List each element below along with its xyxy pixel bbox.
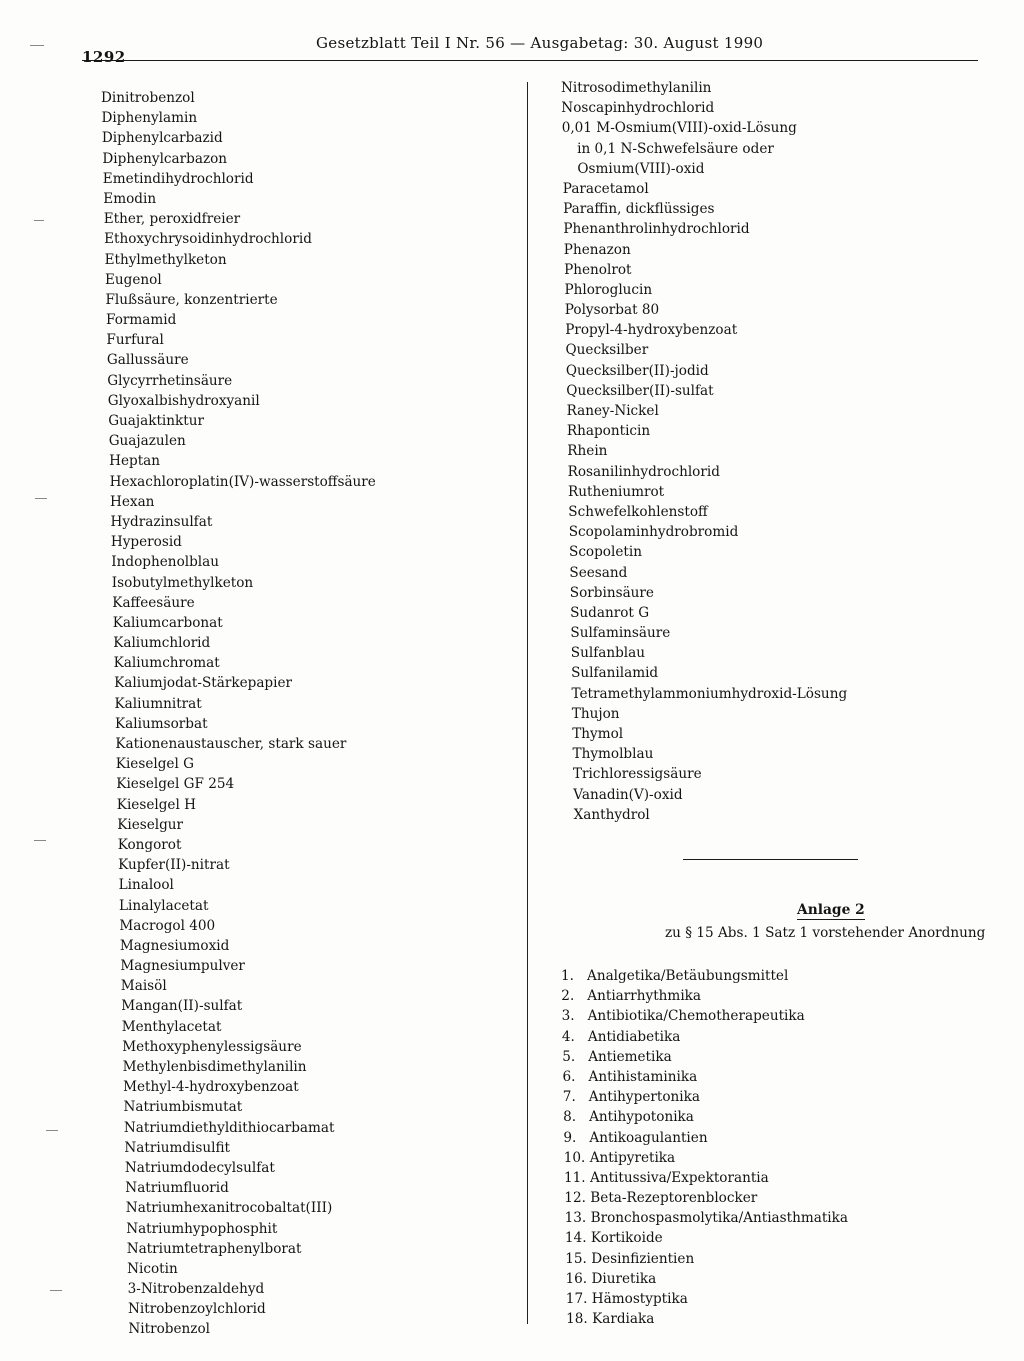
list-item: Kieselgel H [116, 796, 196, 813]
list-item: Natriumtetraphenylborat [126, 1240, 302, 1257]
list-item: Sulfanilamid [571, 665, 659, 682]
list-item: Kaliumchromat [113, 655, 220, 672]
page-number: 1292 [82, 48, 126, 66]
annex-item-number: 7. [562, 1089, 576, 1106]
list-item: Hexachloroplatin(IV)-wasserstoffsäure [109, 473, 376, 490]
list-item: Polysorbat 80 [564, 302, 660, 319]
scan-mark [50, 1290, 62, 1291]
annex-item-label: Hämostyptika [591, 1291, 688, 1307]
annex-item-label: Beta-Rezeptorenblocker [590, 1190, 758, 1207]
list-item: Phloroglucin [564, 281, 653, 298]
list-item: Natriumdodecylsulfat [124, 1159, 275, 1176]
list-item: Sorbinsäure [569, 584, 654, 601]
annex-item [561, 1047, 848, 1067]
list-item: Sulfanblau [570, 645, 646, 662]
list-item: Glycyrrhetinsäure [107, 372, 233, 389]
list-item: 3-Nitrobenzaldehyd [127, 1281, 265, 1298]
list-item: Ethylmethylketon [104, 251, 227, 268]
list-item: Linalool [118, 877, 174, 894]
list-item: Magnesiumpulver [120, 958, 245, 975]
section-separator [683, 859, 858, 860]
page-title: Gesetzblatt Teil I Nr. 56 — Ausgabetag: 30. August 1990 [316, 34, 764, 52]
list-item: Indophenolblau [111, 554, 220, 571]
annex-item [561, 1148, 848, 1168]
list-item: Natriumbismutat [123, 1099, 243, 1116]
annex-item-label: Antihistaminika [588, 1068, 698, 1085]
annex-title: Anlage 2 [797, 902, 865, 918]
annex-item [561, 1228, 848, 1248]
list-item: Macrogol 400 [119, 917, 216, 934]
list-item: Menthylacetat [121, 1018, 222, 1035]
right-column-list [561, 78, 847, 825]
annex-item [561, 966, 848, 986]
list-item: Linalylacetat [119, 897, 209, 914]
list-item: Xanthydrol [573, 806, 650, 823]
annex-item-label: Desinfizientien [591, 1250, 695, 1267]
annex-item-label: Kardiaka [592, 1311, 655, 1328]
annex-item-number: 10. [563, 1149, 586, 1166]
list-item: Kaliumcarbonat [112, 614, 223, 631]
annex-item-number: 9. [563, 1129, 577, 1146]
annex-item-label: Antiarrhythmika [587, 988, 702, 1005]
list-item: Methylenbisdimethylanilin [122, 1059, 307, 1075]
list-item: Kaffeesäure [112, 594, 195, 611]
list-item: Furfural [106, 332, 164, 349]
list-item: Guajaktinktur [108, 413, 204, 429]
list-item: Sulfaminsäure [570, 625, 671, 642]
list-item: Ether, peroxidfreier [103, 211, 241, 228]
list-item: Rosanilinhydrochlorid [567, 463, 720, 480]
list-item: Thujon [571, 705, 620, 722]
list-item: Noscapinhydrochlorid [561, 100, 715, 117]
annex-item [561, 1128, 848, 1148]
annex-item [561, 1289, 848, 1309]
list-item: Scopolaminhydrobromid [568, 524, 739, 541]
list-item: Sudanrot G [570, 604, 650, 621]
annex-list [561, 966, 848, 1329]
list-item: Kieselgel GF 254 [116, 776, 235, 793]
list-item: Seesand [569, 564, 628, 581]
list-item: Natriumhypophosphit [126, 1220, 278, 1237]
scan-mark [46, 1130, 58, 1131]
list-item: Methyl-4-hydroxybenzoat [123, 1079, 299, 1096]
column-divider [527, 82, 528, 1324]
annex-item-number: 13. [564, 1210, 587, 1227]
annex-item-label: Antitussiva/Expektorantia [590, 1169, 769, 1186]
list-item: Methoxyphenylessigsäure [122, 1038, 302, 1055]
annex-item [561, 1249, 848, 1269]
list-item: Emodin [103, 190, 157, 207]
list-item: Formamid [106, 312, 177, 329]
annex-item-label: Antihypertonika [588, 1089, 700, 1106]
list-item: Nicotin [127, 1260, 178, 1277]
list-item: Vanadin(V)-oxid [573, 786, 683, 803]
list-item: Thymol [572, 726, 624, 742]
scan-mark [30, 45, 44, 46]
annex-item [561, 1269, 848, 1289]
list-item: in 0,1 N-Schwefelsäure oder [577, 140, 774, 157]
scan-mark [34, 840, 46, 841]
list-item: Scopoletin [569, 544, 642, 561]
annex-item-label: Antikoagulantien [589, 1129, 708, 1146]
list-item: Propyl-4-hydroxybenzoat [565, 322, 738, 339]
list-item: Quecksilber [565, 342, 649, 359]
list-item: Diphenylamin [101, 110, 198, 127]
list-item: Tetramethylammoniumhydroxid-Lösung [571, 685, 848, 702]
list-item: Phenazon [563, 241, 631, 258]
annex-item-number: 6. [562, 1068, 576, 1085]
list-item: Flußsäure, konzentrierte [105, 291, 278, 308]
list-item: Quecksilber(II)-sulfat [566, 382, 714, 399]
annex-item-number: 4. [561, 1028, 575, 1045]
annex-item [561, 1309, 848, 1329]
list-item: 0,01 M-Osmium(VIII)-oxid-Lösung [561, 120, 797, 137]
annex-item-number: 1. [561, 968, 574, 984]
list-item: Kieselgel G [115, 756, 194, 773]
annex-subtitle: zu § 15 Abs. 1 Satz 1 vorstehender Anordnung [665, 925, 986, 941]
list-item: Nitrobenzoylchlorid [128, 1301, 266, 1318]
list-item: Nitrosodimethylanilin [561, 80, 712, 96]
list-item: Hydrazinsulfat [110, 513, 213, 530]
annex-item-number: 18. [566, 1311, 588, 1328]
annex-item-number: 15. [565, 1250, 587, 1267]
annex-item-label: Antiemetika [588, 1048, 672, 1065]
list-item: Eugenol [105, 271, 162, 288]
list-item: Kaliumsorbat [115, 715, 208, 732]
annex-item-number: 12. [564, 1190, 586, 1207]
scan-mark [34, 220, 44, 221]
list-item: Rutheniumrot [568, 483, 665, 500]
annex-item-number: 5. [562, 1048, 576, 1065]
annex-item-label: Kortikoide [590, 1230, 663, 1247]
annex-item [561, 1027, 848, 1047]
list-item: Hexan [110, 493, 155, 510]
list-item: Dinitrobenzol [101, 90, 195, 106]
page-header [82, 34, 978, 66]
annex-item-label: Antibiotika/Chemotherapeutika [587, 1008, 805, 1025]
annex-item-label: Bronchospasmolytika/Antiasthmatika [590, 1210, 848, 1227]
list-item: Natriumdisulfit [124, 1139, 231, 1156]
list-item: Rhaponticin [566, 423, 651, 440]
list-item: Natriumfluorid [125, 1180, 229, 1197]
annex-item-number: 3. [561, 1008, 575, 1025]
list-item: Thymolblau [572, 746, 654, 763]
list-item: Emetindihydrochlorid [102, 170, 254, 187]
annex-item-label: Antipyretika [589, 1149, 676, 1166]
list-item: Kaliumjodat-Stärkepapier [114, 675, 293, 692]
list-item: Osmium(VIII)-oxid [577, 160, 705, 177]
list-item: Maisöl [120, 978, 167, 995]
list-item: Phenanthrolinhydrochlorid [563, 221, 750, 238]
list-item: Rhein [567, 443, 608, 460]
annex-item-number: 2. [561, 988, 575, 1005]
annex-item-number: 11. [564, 1169, 586, 1186]
annex-item [561, 986, 848, 1006]
list-item: Paraffin, dickflüssiges [563, 201, 715, 218]
list-item: Hyperosid [110, 534, 182, 551]
list-item: Nitrobenzol [128, 1321, 210, 1338]
list-item: Paracetamol [562, 180, 649, 197]
list-item: Raney-Nickel [566, 403, 659, 419]
list-item: Kaliumchlorid [113, 635, 211, 652]
list-item: Kaliumnitrat [114, 695, 202, 712]
annex-item [561, 1067, 848, 1087]
annex-item-number: 14. [564, 1230, 587, 1247]
annex-item-number: 17. [565, 1291, 588, 1307]
list-item: Quecksilber(II)-jodid [565, 362, 709, 379]
annex-item-number: 16. [565, 1270, 588, 1287]
annex-item-label: Antidiabetika [587, 1028, 681, 1045]
annex-item [561, 1208, 848, 1228]
list-item: Magnesiumoxid [119, 937, 230, 954]
list-item: Diphenylcarbazon [102, 150, 228, 167]
list-item: Natriumdiethyldithiocarbamat [123, 1119, 335, 1136]
list-item: Kupfer(II)-nitrat [118, 857, 230, 874]
list-item: Kieselgur [117, 816, 184, 833]
list-item: Schwefelkohlenstoff [568, 503, 708, 520]
annex-item-label: Analgetika/Betäubungsmittel [587, 968, 789, 984]
scan-mark [35, 498, 47, 499]
list-item: Gallussäure [106, 352, 189, 369]
list-item: Glyoxalbishydroxyanil [107, 392, 260, 409]
annex-item [561, 1168, 848, 1188]
annex-item [561, 1087, 848, 1107]
annex-item-number: 8. [563, 1109, 577, 1126]
annex-item [561, 1188, 848, 1208]
list-item: Diphenylcarbazid [101, 130, 223, 147]
list-item: Heptan [109, 453, 161, 470]
list-item: Kongorot [117, 836, 182, 853]
list-item: Trichloressigsäure [572, 766, 702, 783]
left-column-list [101, 88, 376, 1340]
list-item: Phenolrot [564, 261, 632, 278]
annex-item [561, 1107, 848, 1127]
annex-item-label: Diuretika [591, 1270, 657, 1287]
annex-item [561, 1006, 848, 1026]
list-item: Mangan(II)-sulfat [121, 998, 243, 1015]
list-item: Guajazulen [108, 433, 186, 450]
list-item: Isobutylmethylketon [111, 574, 254, 591]
list-item: Natriumhexanitrocobaltat(III) [125, 1200, 333, 1217]
list-item: Ethoxychrysoidinhydrochlorid [104, 231, 312, 248]
list-item: Kationenaustauscher, stark sauer [115, 736, 347, 752]
annex-item-label: Antihypotonika [589, 1109, 694, 1126]
